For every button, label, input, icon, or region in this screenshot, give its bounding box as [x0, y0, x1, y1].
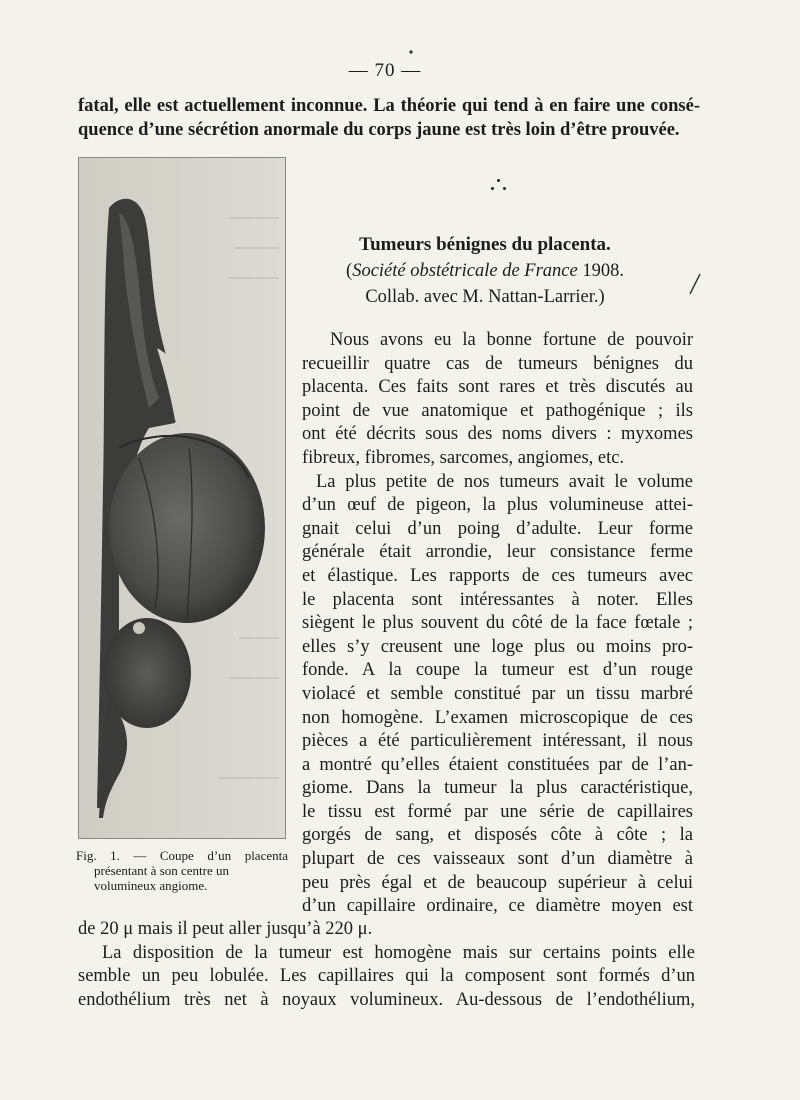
text-line: recueillir quatre cas de tumeurs bénignes du	[302, 353, 693, 374]
top-paragraph	[78, 95, 700, 142]
text-line: gnait celui d’un poing d’adulte. Leur forme	[302, 518, 693, 539]
source-year: 1908.	[577, 261, 624, 281]
text-line: pièces a été particulièrement intéressant, il nous	[302, 731, 693, 752]
text-line: gorgés de sang, et disposés côte à côte ; la	[302, 825, 693, 846]
text-line: non homogène. L’examen microscopique de ces	[302, 707, 693, 728]
text-line: violacé et semble constitué par un tissu marbré	[302, 683, 693, 704]
text-line: d’un capillaire ordinaire, ce diamètre moyen est	[302, 896, 693, 917]
right-column-text	[302, 329, 693, 919]
placenta-photo	[79, 158, 285, 838]
text-line: fonde. A la coupe la tumeur est d’un rouge	[302, 660, 693, 681]
bottom-paragraph	[78, 918, 695, 1012]
section-title: Tumeurs bénignes du placenta.	[359, 234, 611, 255]
text-line: le placenta sont intéressantes à noter. Elles	[302, 589, 693, 610]
text-line: générale était arrondie, leur consistance ferme	[302, 542, 693, 563]
text-line: le tissu est formé par une série de capillaires	[302, 801, 693, 822]
text-line: quence d’une sécrétion anormale du corps jaune est très loin d’être prouvée.	[78, 119, 680, 140]
print-speck	[408, 42, 414, 48]
caption-line: volumineux angiome.	[94, 878, 208, 893]
caption-line: Fig. 1. — Coupe d’un placenta	[76, 848, 288, 863]
text-line: d’un œuf de pigeon, la plus volumineuse attei-	[302, 495, 693, 516]
caption-line: présentant à son centre un	[94, 863, 230, 878]
section-source: (Société obstétricale de France 1908.	[346, 261, 624, 281]
asterism-icon	[470, 175, 530, 195]
text-line: fatal, elle est actuellement inconnue. La théorie qui tend à en faire une consé-	[78, 96, 700, 116]
text-line: point de vue anatomique et pathogénique ; ils	[302, 400, 693, 421]
text-line: a montré qu’elles étaient constituées par de l’an-	[302, 754, 693, 775]
text-line: et élastique. Les rapports de ces tumeurs avec	[302, 565, 693, 586]
placenta-figure	[78, 157, 286, 839]
figure-caption	[76, 848, 288, 893]
section-heading	[310, 232, 660, 310]
text-line: giome. Dans la tumeur la plus caractéristique,	[302, 778, 693, 799]
pencil-slash-mark	[688, 272, 702, 296]
society-name: Société obstétricale de France	[352, 261, 578, 281]
text-line: placenta. Ces faits sont rares et très discutés au	[302, 377, 693, 398]
text-line: de 20 μ mais il peut aller jusqu’à 220 μ.	[78, 919, 373, 939]
text-line: semble un peu lobulée. Les capillaires qui la composent sont formés d’un	[78, 966, 695, 987]
section-collab: Collab. avec M. Nattan-Larrier.)	[365, 287, 605, 307]
text-line: siègent le plus souvent du côté de la face fœtale ;	[302, 613, 693, 634]
text-line: endothélium très net à noyaux volumineux. Au-dessous de l’endothélium,	[78, 989, 695, 1010]
text-line: plupart de ces vaisseaux sont d’un diamètre à	[302, 849, 693, 870]
text-line: fibreux, fibromes, sarcomes, angiomes, etc.	[302, 447, 625, 468]
text-line: La disposition de la tumeur est homogène mais sur certains points elle	[102, 942, 695, 963]
text-line: Nous avons eu la bonne fortune de pouvoir	[330, 330, 693, 350]
page-number: — 70 —	[348, 60, 422, 81]
text-line: ont été décrits sous des noms divers : myxomes	[302, 424, 693, 445]
text-line: La plus petite de nos tumeurs avait le volume	[316, 471, 693, 492]
text-line: elles s’y creusent une loge plus ou moins pro-	[302, 636, 693, 657]
text-line: peu près égal et de beaucoup supérieur à celui	[302, 872, 693, 893]
